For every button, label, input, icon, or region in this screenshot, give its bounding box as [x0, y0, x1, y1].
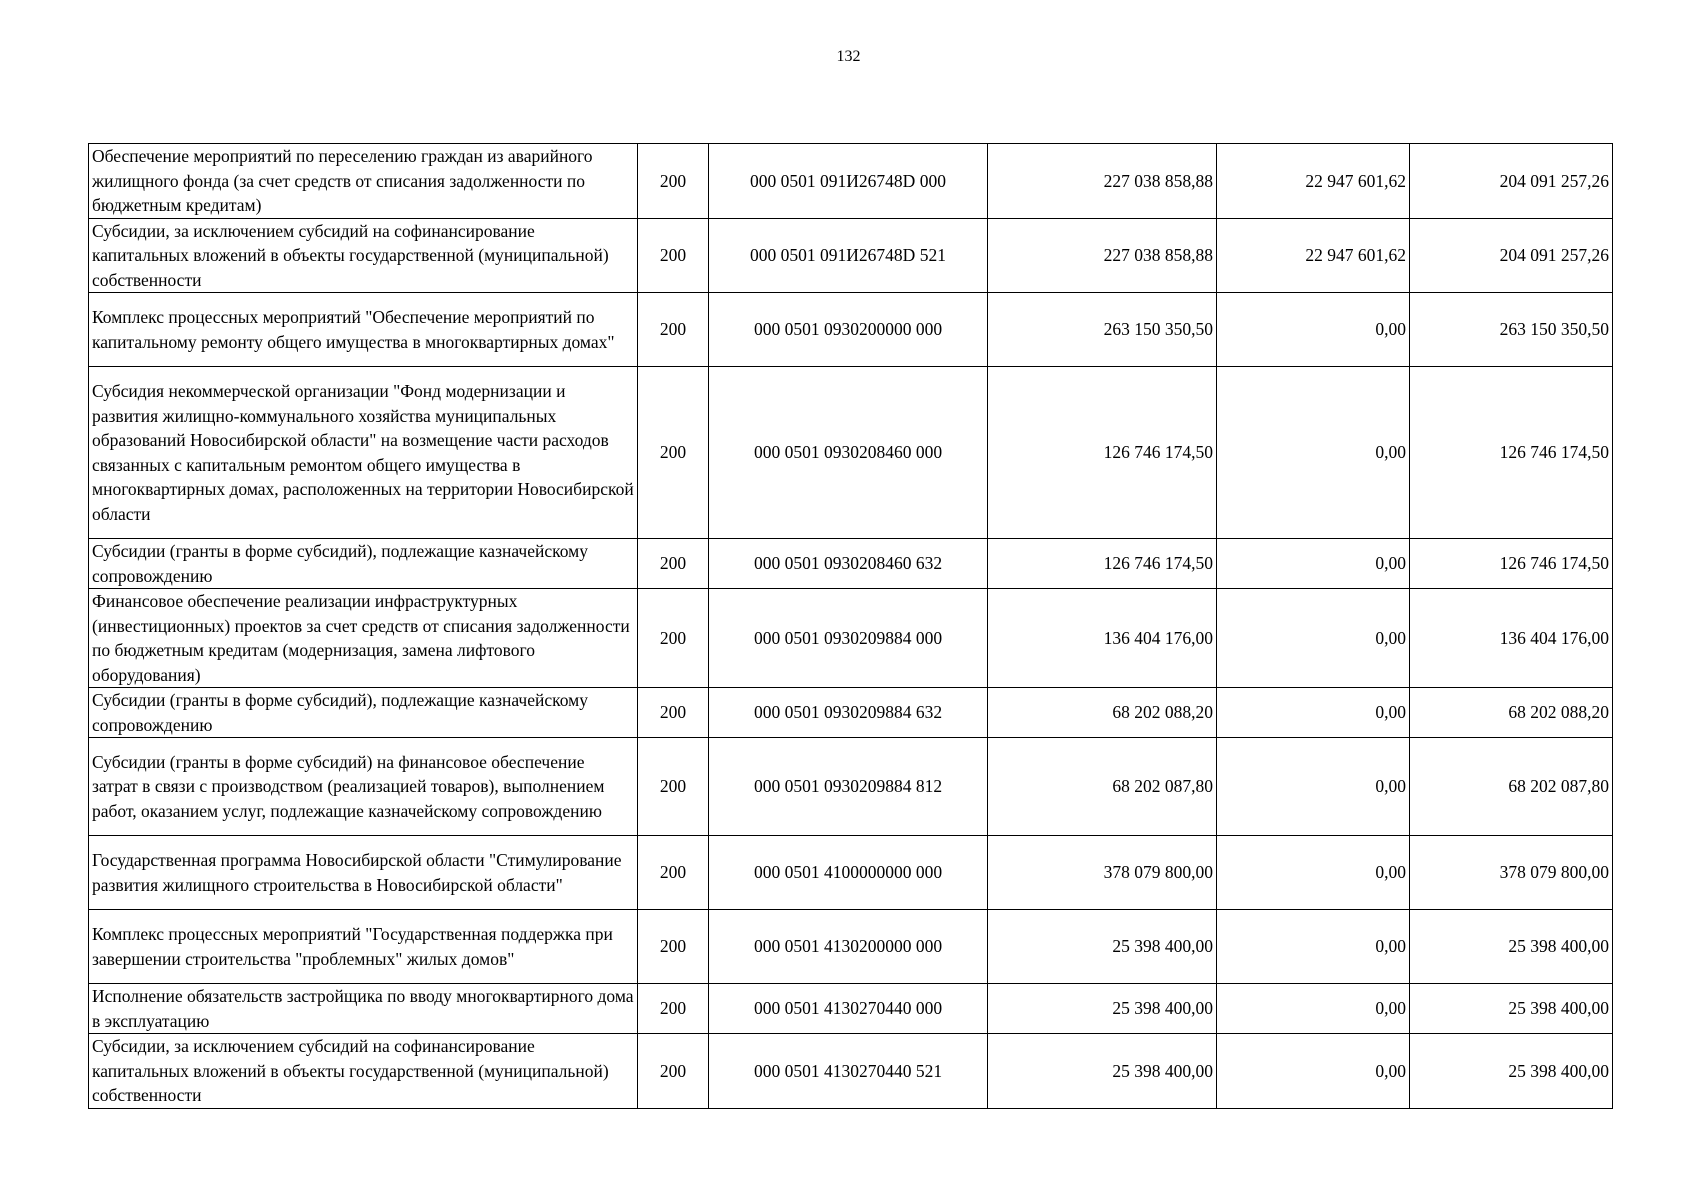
- row-budget-classification-code: 000 0501 0930209884 632: [709, 688, 988, 738]
- row-budget-classification-code: 000 0501 4100000000 000: [709, 836, 988, 910]
- row-amount-executed: 0,00: [1217, 910, 1410, 984]
- row-amount-remaining: 126 746 174,50: [1410, 367, 1613, 539]
- row-budget-classification-code: 000 0501 0930208460 000: [709, 367, 988, 539]
- row-amount-approved: 126 746 174,50: [988, 367, 1217, 539]
- row-amount-remaining: 68 202 088,20: [1410, 688, 1613, 738]
- row-amount-executed: 0,00: [1217, 984, 1410, 1034]
- row-amount-executed: 0,00: [1217, 539, 1410, 589]
- row-amount-approved: 25 398 400,00: [988, 910, 1217, 984]
- row-amount-remaining: 25 398 400,00: [1410, 910, 1613, 984]
- row-amount-executed: 0,00: [1217, 589, 1410, 688]
- row-admin-code: 200: [638, 144, 709, 219]
- row-description: Финансовое обеспечение реализации инфраструктурных (инвестиционных) проектов за счет средств от списания задолженности по бюджетным кредитам (модернизация, замена лифтового оборудования): [89, 589, 638, 688]
- row-amount-approved: 126 746 174,50: [988, 539, 1217, 589]
- table-row: [89, 218, 1613, 293]
- table-row: [89, 589, 1613, 688]
- row-amount-executed: 0,00: [1217, 836, 1410, 910]
- row-description: Субсидии (гранты в форме субсидий), подлежащие казначейскому сопровождению: [89, 688, 638, 738]
- table-row: [89, 1034, 1613, 1109]
- row-amount-remaining: 136 404 176,00: [1410, 589, 1613, 688]
- row-amount-remaining: 378 079 800,00: [1410, 836, 1613, 910]
- row-amount-executed: 22 947 601,62: [1217, 218, 1410, 293]
- page-number: 132: [836, 48, 861, 65]
- row-budget-classification-code: 000 0501 0930208460 632: [709, 539, 988, 589]
- row-description: Субсидии, за исключением субсидий на софинансирование капитальных вложений в объекты государственной (муниципальной) собственности: [89, 218, 638, 293]
- row-amount-approved: 25 398 400,00: [988, 984, 1217, 1034]
- row-amount-approved: 25 398 400,00: [988, 1034, 1217, 1109]
- row-amount-executed: 0,00: [1217, 367, 1410, 539]
- table-row: [89, 293, 1613, 367]
- row-description: Комплекс процессных мероприятий "Государственная поддержка при завершении строительства "проблемных" жилых домов": [89, 910, 638, 984]
- row-budget-classification-code: 000 0501 0930200000 000: [709, 293, 988, 367]
- row-admin-code: 200: [638, 984, 709, 1034]
- row-description: Государственная программа Новосибирской области "Стимулирование развития жилищного строительства в Новосибирской области": [89, 836, 638, 910]
- row-admin-code: 200: [638, 367, 709, 539]
- row-budget-classification-code: 000 0501 4130200000 000: [709, 910, 988, 984]
- row-amount-executed: 0,00: [1217, 1034, 1410, 1109]
- row-admin-code: 200: [638, 1034, 709, 1109]
- row-admin-code: 200: [638, 910, 709, 984]
- row-description: Субсидия некоммерческой организации "Фонд модернизации и развития жилищно-коммунального хозяйства муниципальных образований Новосибирской области" на возмещение части расходов связанных с капитальным ремонтом общего имущества в многоквартирных домах, расположенных на территории Новосибирской области: [89, 367, 638, 539]
- row-budget-classification-code: 000 0501 091И26748D 521: [709, 218, 988, 293]
- row-amount-approved: 227 038 858,88: [988, 218, 1217, 293]
- row-admin-code: 200: [638, 293, 709, 367]
- row-budget-classification-code: 000 0501 4130270440 521: [709, 1034, 988, 1109]
- table-row: [89, 910, 1613, 984]
- row-amount-approved: 68 202 088,20: [988, 688, 1217, 738]
- row-amount-approved: 263 150 350,50: [988, 293, 1217, 367]
- row-description: Исполнение обязательств застройщика по вводу многоквартирного дома в эксплуатацию: [89, 984, 638, 1034]
- row-admin-code: 200: [638, 738, 709, 836]
- table-row: [89, 984, 1613, 1034]
- row-amount-remaining: 68 202 087,80: [1410, 738, 1613, 836]
- row-amount-approved: 136 404 176,00: [988, 589, 1217, 688]
- row-budget-classification-code: 000 0501 4130270440 000: [709, 984, 988, 1034]
- table-row: [89, 738, 1613, 836]
- table-row: [89, 144, 1613, 219]
- row-amount-approved: 68 202 087,80: [988, 738, 1217, 836]
- table-row: [89, 367, 1613, 539]
- row-amount-remaining: 25 398 400,00: [1410, 984, 1613, 1034]
- row-admin-code: 200: [638, 836, 709, 910]
- row-budget-classification-code: 000 0501 0930209884 000: [709, 589, 988, 688]
- budget-table: [88, 143, 1613, 1109]
- table-row: [89, 836, 1613, 910]
- row-amount-remaining: 204 091 257,26: [1410, 144, 1613, 219]
- row-amount-remaining: 263 150 350,50: [1410, 293, 1613, 367]
- table-row: [89, 539, 1613, 589]
- row-description: Субсидии (гранты в форме субсидий) на финансовое обеспечение затрат в связи с производством (реализацией товаров), выполнением работ, оказанием услуг, подлежащие казначейскому сопровождению: [89, 738, 638, 836]
- row-description: Субсидии (гранты в форме субсидий), подлежащие казначейскому сопровождению: [89, 539, 638, 589]
- row-description: Обеспечение мероприятий по переселению граждан из аварийного жилищного фонда (за счет средств от списания задолженности по бюджетным кредитам): [89, 144, 638, 219]
- row-budget-classification-code: 000 0501 0930209884 812: [709, 738, 988, 836]
- row-amount-remaining: 204 091 257,26: [1410, 218, 1613, 293]
- row-description: Субсидии, за исключением субсидий на софинансирование капитальных вложений в объекты государственной (муниципальной) собственности: [89, 1034, 638, 1109]
- row-amount-remaining: 126 746 174,50: [1410, 539, 1613, 589]
- row-budget-classification-code: 000 0501 091И26748D 000: [709, 144, 988, 219]
- row-amount-executed: 0,00: [1217, 293, 1410, 367]
- row-description: Комплекс процессных мероприятий "Обеспечение мероприятий по капитальному ремонту общего имущества в многоквартирных домах": [89, 293, 638, 367]
- table-row: [89, 688, 1613, 738]
- budget-table-body: [89, 144, 1613, 1109]
- row-amount-approved: 378 079 800,00: [988, 836, 1217, 910]
- row-amount-executed: 0,00: [1217, 738, 1410, 836]
- row-amount-remaining: 25 398 400,00: [1410, 1034, 1613, 1109]
- row-admin-code: 200: [638, 539, 709, 589]
- row-amount-approved: 227 038 858,88: [988, 144, 1217, 219]
- row-amount-executed: 0,00: [1217, 688, 1410, 738]
- row-admin-code: 200: [638, 589, 709, 688]
- row-admin-code: 200: [638, 688, 709, 738]
- row-amount-executed: 22 947 601,62: [1217, 144, 1410, 219]
- row-admin-code: 200: [638, 218, 709, 293]
